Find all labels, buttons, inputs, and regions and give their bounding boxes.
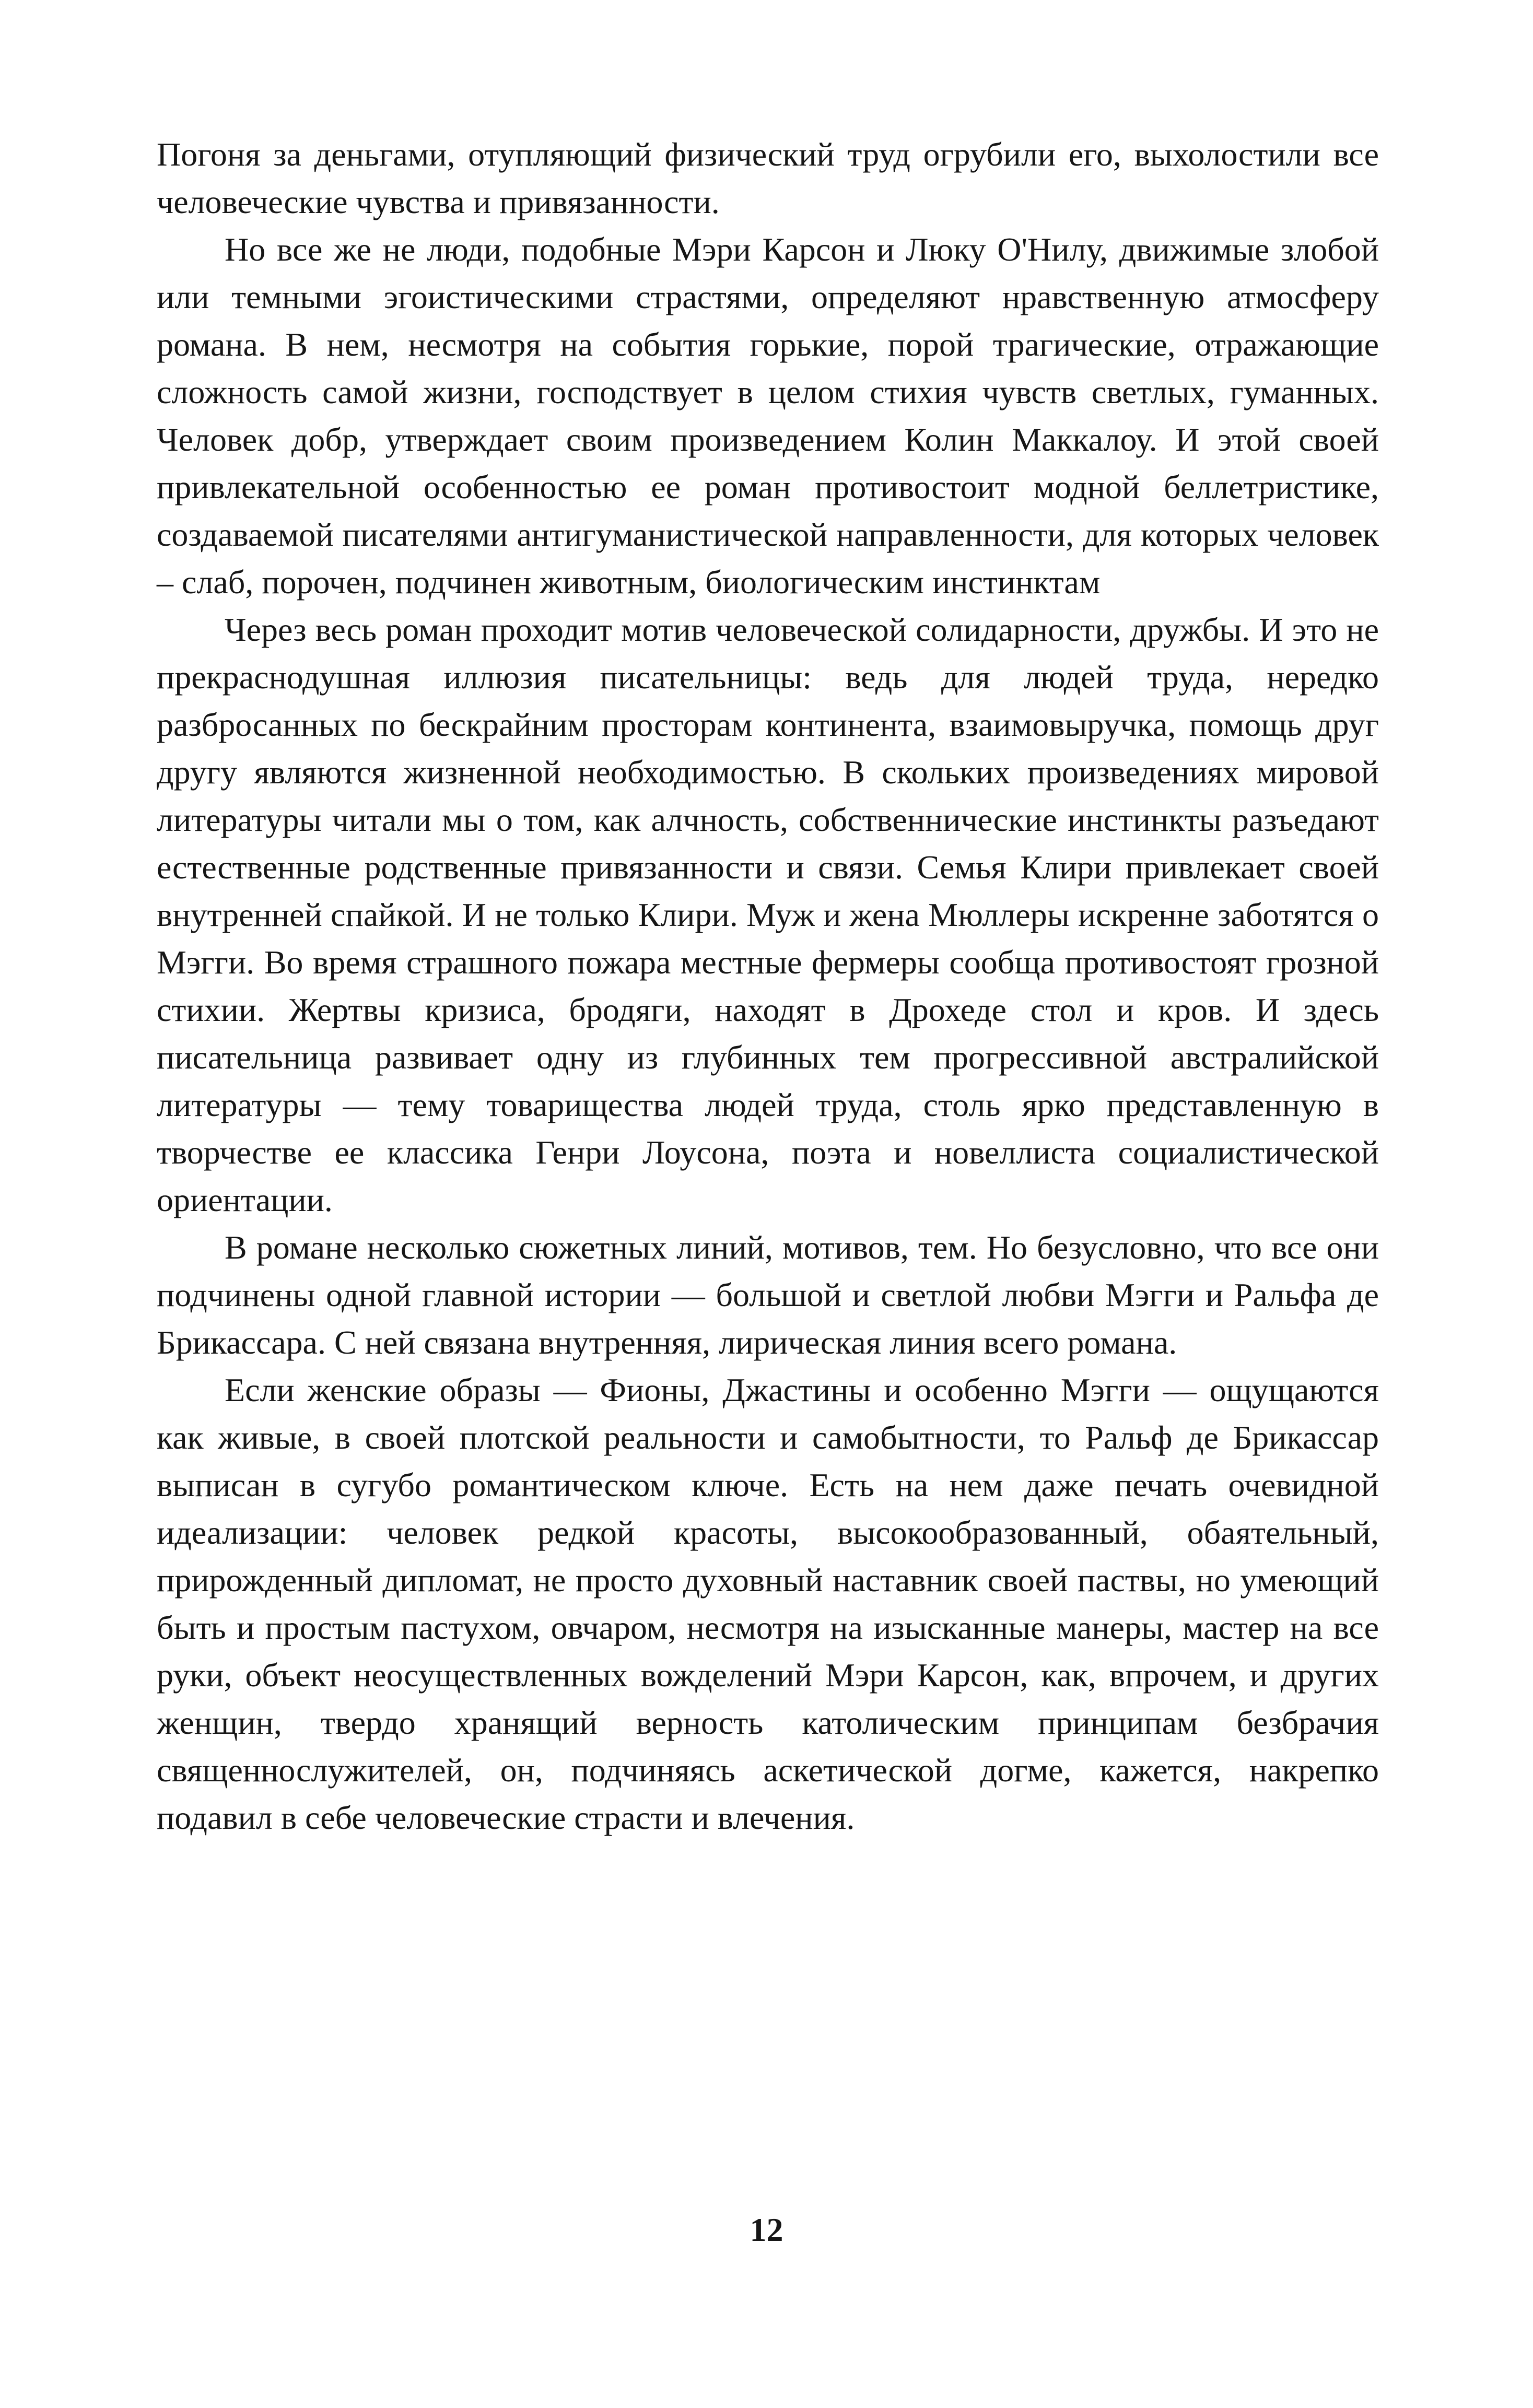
paragraph-2: Но все же не люди, подобные Мэри Карсон и Люку О'Нилу, движимые злобой или темными эгоистическими страстями, определяют нравственную атмосферу романа. В нем, несмотря на события горькие, порой трагические, отражающие сложность самой жизни, господствует в целом стихия чувств светлых, гуманных. Человек добр, утверждает своим произведением Колин Маккалоу. И этой своей привлекательной особенностью ее роман противостоит модной беллетристике, создаваемой писателями антигуманистической направленности, для которых человек – слаб, порочен, подчинен животным, биологическим инстинктам	[157, 231, 1379, 601]
page-number: 12	[750, 2211, 783, 2248]
paragraph-3: Через весь роман проходит мотив человеческой солидарности, дружбы. И это не прекраснодушная иллюзия писательницы: ведь для людей труда, нередко разбросанных по бескрайним просторам континента, взаимовыручка, помощь друг другу являются жизненной необходимостью. В скольких произведениях мировой литературы читали мы о том, как алчность, собственнические инстинкты разъедают естественные родственные привязанности и связи. Семья Клири привлекает своей внутренней спайкой. И не только Клири. Муж и жена Мюллеры искренне заботятся о Мэгги. Во время страшного пожара местные фермеры сообща противостоят грозной стихии. Жертвы кризиса, бродяги, находят в Дрохеде стол и кров. И здесь писательница развивает одну из глубинных тем прогрессивной австралийской литературы — тему товарищества людей труда, столь ярко представленную в творчестве ее классика Генри Лоусона, поэта и новеллиста социалистической ориентации.	[157, 611, 1379, 1218]
paragraph-1: Погоня за деньгами, отупляющий физический труд огрубили его, выхолостили все человеческие чувства и привязанности.	[157, 136, 1379, 220]
page-body	[157, 131, 1379, 1841]
paragraph-4: В романе несколько сюжетных линий, мотивов, тем. Но безусловно, что все они подчинены одной главной истории — большой и светлой любви Мэгги и Ральфа де Брикассара. С ней связана внутренняя, лирическая линия всего романа.	[157, 1229, 1379, 1361]
paragraph-5: Если женские образы — Фионы, Джастины и особенно Мэгги — ощущаются как живые, в своей плотской реальности и самобытности, то Ральф де Брикассар выписан в сугубо романтическом ключе. Есть на нем даже печать очевидной идеализации: человек редкой красоты, высокообразованный, обаятельный, прирожденный дипломат, не просто духовный наставник своей паствы, но умеющий быть и простым пастухом, овчаром, несмотря на изысканные манеры, мастер на все руки, объект неосуществленных вожделений Мэри Карсон, как, впрочем, и других женщин, твердо хранящий верность католическим принципам безбрачия священнослужителей, он, подчиняясь аскетической догме, кажется, накрепко подавил в себе человеческие страсти и влечения.	[157, 1371, 1379, 1836]
